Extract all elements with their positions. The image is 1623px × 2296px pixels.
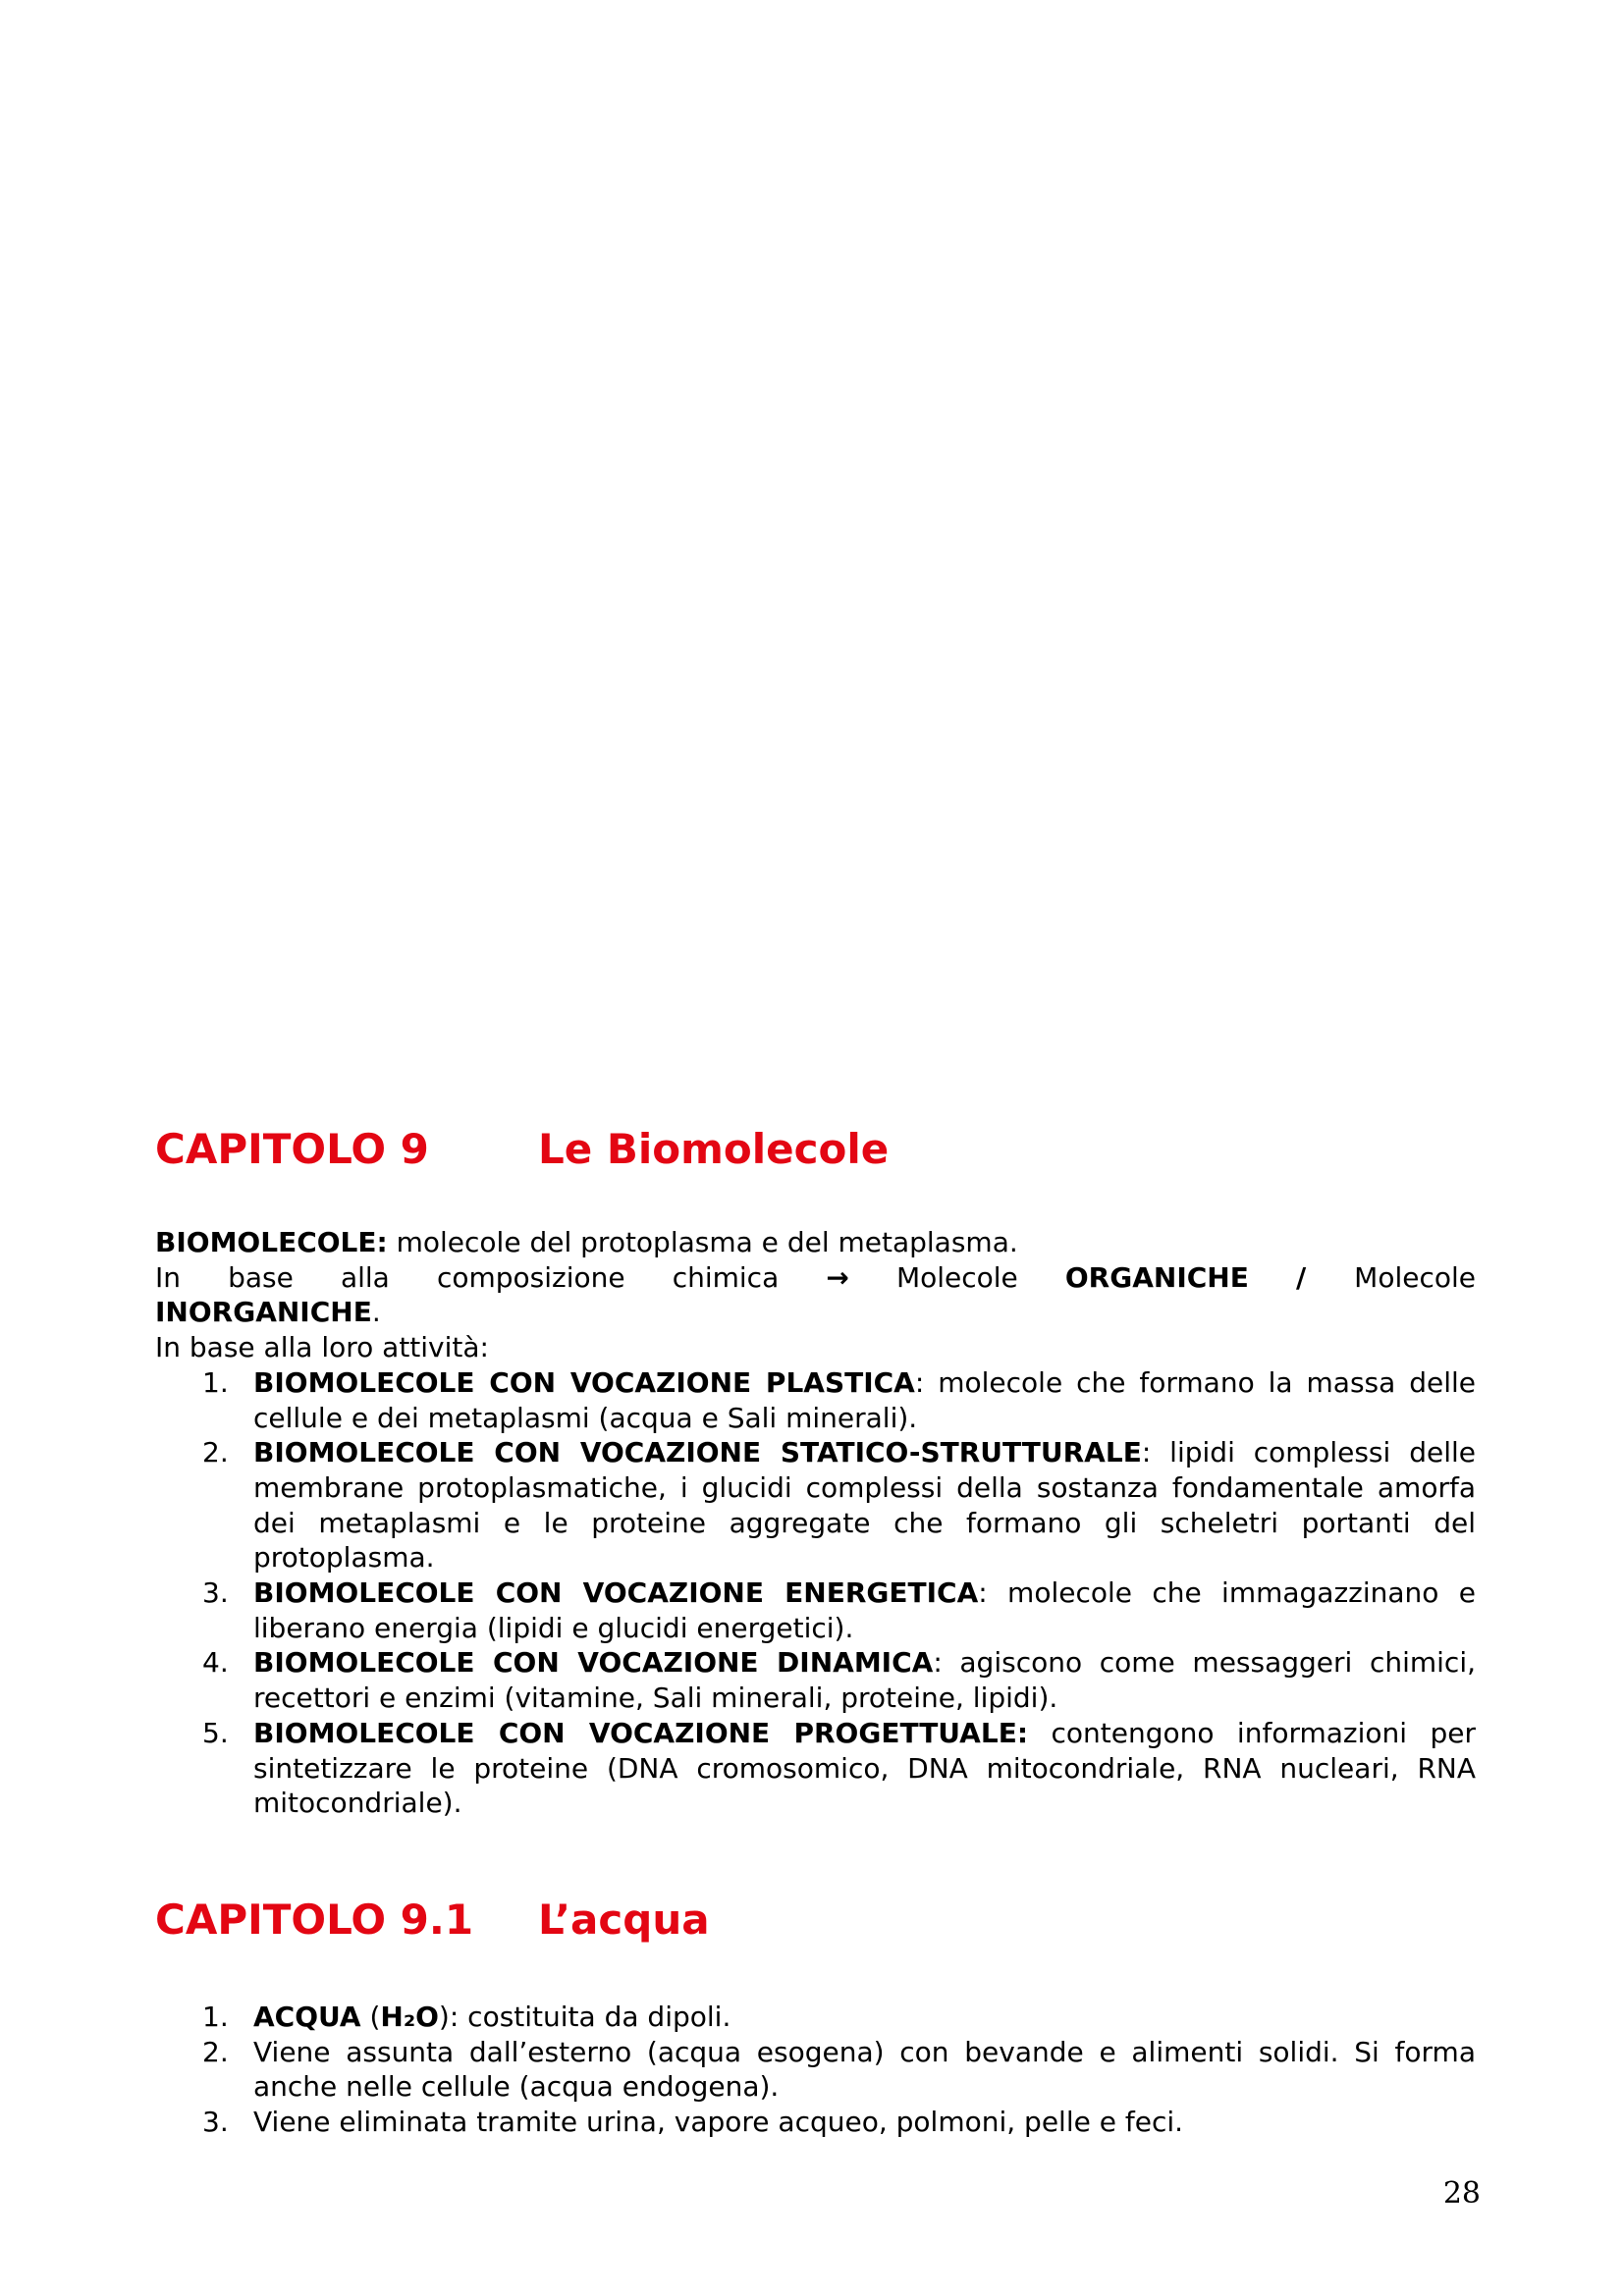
composition-line — [155, 1260, 1476, 1296]
list-item-term: BIOMOLECOLE CON VOCAZIONE STATICO-STRUTTURALE — [253, 1436, 1142, 1469]
composition-prefix: In base alla composizione chimica — [155, 1260, 827, 1294]
composition-molecole: Molecole — [895, 1260, 1065, 1294]
activity-line: In base alla loro attività: — [155, 1331, 489, 1364]
list-item — [155, 2000, 1476, 2035]
list-item — [155, 1435, 1476, 1575]
chapter-title: Le Biomolecole — [538, 1125, 890, 1173]
list-item — [155, 1575, 1476, 1645]
list-item-text: Viene assunta dall’esterno (acqua esogena) con bevande e alimenti solidi. Si forma anche nelle cellule (acqua endogena). — [253, 2035, 1476, 2104]
list-item — [155, 2035, 1476, 2105]
separator-slash: / — [1295, 1260, 1355, 1294]
list-marker: 5. — [202, 1716, 229, 1749]
list-item-text: contengono informazioni per sintetizzare le proteine (DNA cromosomico, DNA mitocondriale, RNA nucleari, RNA mitocondriale). — [253, 1716, 1476, 1820]
arrow-right-icon: → — [826, 1260, 849, 1294]
water-formula: H₂O — [380, 2001, 439, 2033]
list-marker: 3. — [202, 2106, 229, 2139]
list-item-term: BIOMOLECOLE CON VOCAZIONE PLASTICA — [253, 1365, 915, 1399]
chapter-number: CAPITOLO 9.1 — [155, 1896, 474, 1944]
definition-term: BIOMOLECOLE: — [155, 1226, 388, 1258]
formula-open: ( — [360, 2001, 381, 2033]
list-item-term: BIOMOLECOLE CON VOCAZIONE ENERGETICA — [253, 1576, 979, 1610]
definition-text: molecole del protoplasma e del metaplasma. — [387, 1226, 1018, 1258]
water-section — [155, 2000, 1476, 2140]
chapter-title: L’acqua — [538, 1896, 710, 1944]
organic-term: ORGANICHE — [1064, 1260, 1249, 1294]
list-item-term: ACQUA — [253, 2001, 361, 2033]
chapter-heading-9-1 — [155, 1896, 710, 1944]
list-marker: 1. — [202, 2001, 229, 2033]
list-marker: 3. — [202, 1576, 229, 1610]
list-marker: 4. — [202, 1646, 229, 1680]
list-item — [155, 1645, 1476, 1715]
list-marker: 2. — [202, 2035, 229, 2068]
list-item-term: BIOMOLECOLE CON VOCAZIONE DINAMICA — [253, 1646, 934, 1680]
list-item-text: Viene eliminata tramite urina, vapore acqueo, polmoni, pelle e feci. — [253, 2106, 1184, 2139]
biomolecule-types-list — [155, 1365, 1476, 1821]
definition-line — [155, 1225, 1476, 1260]
list-item — [155, 1365, 1476, 1435]
list-item-text: : agiscono come messaggeri chimici, recettori e enzimi (vitamine, Sali minerali, proteine, lipidi). — [253, 1646, 1477, 1715]
formula-close: ) — [438, 2001, 450, 2033]
list-item-text: : molecole che immagazzinano e liberano energia (lipidi e glucidi energetici). — [253, 1576, 1476, 1644]
inorganic-term: INORGANICHE — [155, 1296, 372, 1329]
inorganic-end: . — [371, 1296, 381, 1329]
chapter-heading-9 — [155, 1125, 890, 1173]
list-item-text: : molecole che formano la massa delle cellule e dei metaplasmi (acqua e Sali minerali). — [253, 1365, 1476, 1434]
list-item — [155, 2105, 1476, 2140]
biomolecules-section — [155, 1225, 1476, 1821]
composition-molecole-2: Molecole — [1354, 1260, 1476, 1294]
list-item — [155, 1716, 1476, 1821]
page-number: 28 — [1442, 2176, 1481, 2211]
list-marker: 2. — [202, 1436, 229, 1469]
chapter-number: CAPITOLO 9 — [155, 1125, 429, 1173]
water-list — [155, 2000, 1476, 2140]
list-marker: 1. — [202, 1365, 229, 1399]
inorganic-line — [155, 1295, 1476, 1330]
list-item-text: : lipidi complessi delle membrane protoplasmatiche, i glucidi complessi della sostanza fondamentale amorfa dei metaplasmi e le proteine aggregate che formano gli scheletri portanti del protoplasma. — [253, 1436, 1476, 1575]
list-item-text: : costituita da dipoli. — [449, 2001, 731, 2033]
list-item-term: BIOMOLECOLE CON VOCAZIONE PROGETTUALE: — [253, 1716, 1029, 1749]
